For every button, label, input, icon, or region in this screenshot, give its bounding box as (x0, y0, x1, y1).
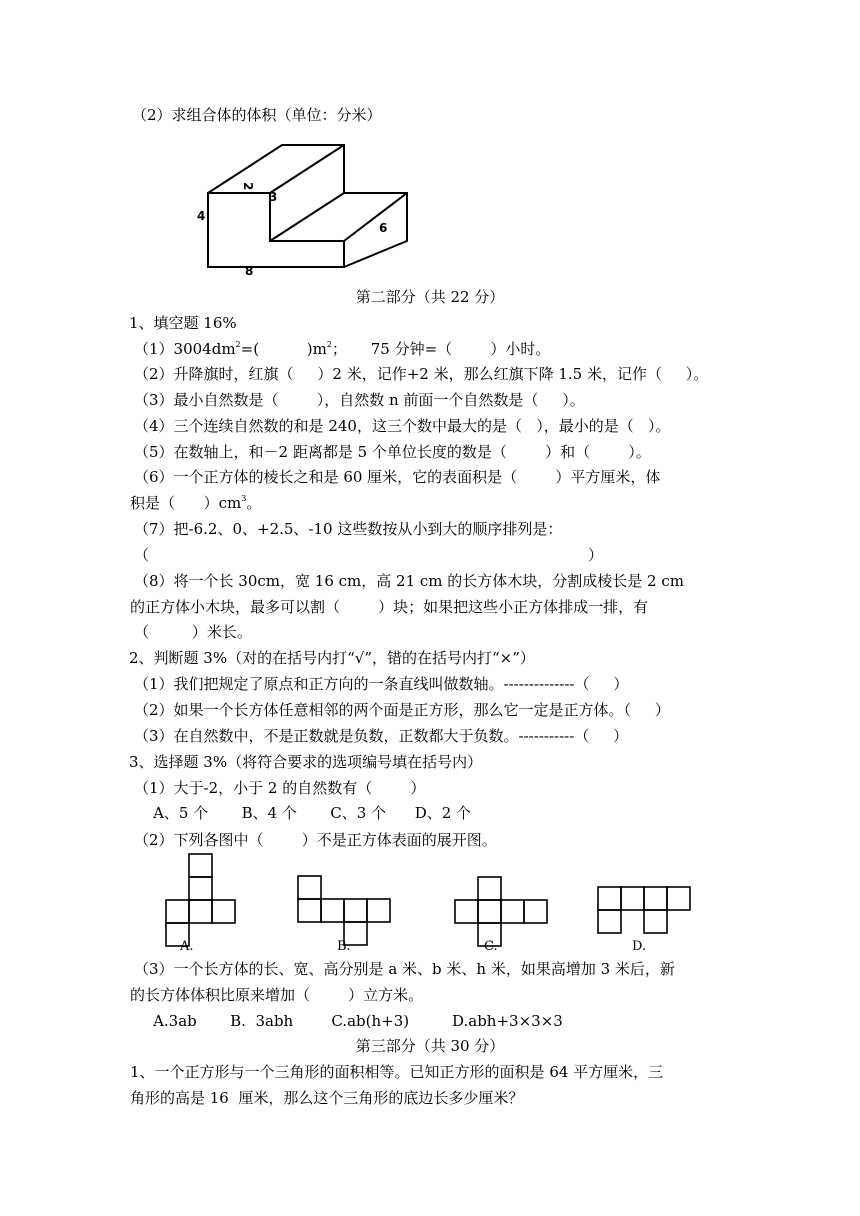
choice-q3-line2: 的长方体体积比原来增加（ ）立方米。 (130, 986, 424, 1004)
composite-solid-figure (190, 138, 420, 278)
fill-q7-close-paren: ） (588, 546, 604, 564)
net-d (598, 887, 690, 933)
fill-q8-line3: （ ）米长。 (134, 623, 252, 641)
net-label-a: A. (180, 939, 194, 954)
choice-title: 3、选择题 3%（将符合要求的选项编号填在括号内） (129, 753, 483, 771)
judge-title: 2、判断题 3%（对的在括号内打“√”，错的在括号内打“×”） (129, 649, 535, 667)
fill-q6-line1: （6）一个正方体的棱长之和是 60 厘米，它的表面积是（ ）平方厘米，体 (134, 468, 661, 486)
fill-q1: $(1)3004dm^2=$( )$m^2$； 75 分钟=（ ）小时。 (134, 340, 551, 358)
dim-label-8: 8 (245, 264, 254, 278)
dim-label-6: 6 (379, 221, 388, 235)
net-label-d: D. (632, 939, 647, 954)
choice-q2: （2）下列各图中（ ）不是正方体表面的展开图。 (134, 831, 497, 849)
fill-q8-line2: 的正方体小木块，最多可以割（ ）块；如果把这些小正方体排成一排，有 (130, 598, 649, 616)
fill-q7-open-paren: （ (134, 546, 150, 564)
net-b (298, 876, 390, 945)
choice-q3-options: A.3ab B. 3abh C.ab(h+3) D.abh+3×3×3 (134, 1012, 563, 1030)
fill-q5: （5）在数轴上，和－2 距离都是 5 个单位长度的数是（ ）和（ ）。 (134, 443, 651, 461)
front-face (208, 193, 344, 267)
fill-q6-line2: 积是（ ）$cm^3$。 (130, 494, 262, 512)
judge-q1: （1）我们把规定了原点和正方向的一条直线叫做数轴。--------------（ ） (134, 675, 629, 693)
top-upper-edges (208, 145, 344, 193)
judge-q3: （3）在自然数中，不是正数就是负数，正数都大于负数。-----------（ ） (134, 727, 629, 745)
judge-q2: （2）如果一个长方体任意相邻的两个面是正方形，那么它一定是正方体。（ ） (134, 701, 670, 719)
net-label-c: C. (484, 939, 498, 954)
net-c (455, 877, 547, 946)
cube-nets-figure (160, 850, 700, 960)
fill-q8-line1: （8）将一个长 30cm，宽 16 cm，高 21 cm 的长方体木块，分割成棱长是 2 cm (134, 572, 684, 590)
choice-q3-line1: （3）一个长方体的长、宽、高分别是 a 米、b 米、h 米，如果高增加 3 米后，新 (134, 960, 675, 978)
fill-q3: （3）最小自然数是（ ），自然数 n 前面一个自然数是（ ）。 (134, 391, 585, 409)
choice-q1: （1）大于-2，小于 2 的自然数有（ ） (134, 779, 426, 797)
net-label-b: B. (337, 939, 351, 954)
fill-title: 1、填空题 16% (129, 314, 237, 332)
dim-label-2: 2 (241, 182, 255, 191)
part3-heading: 第三部分（共 30 分） (355, 1037, 505, 1055)
choice-q1-options: A、5 个 B、4 个 C、3 个 D、2 个 (134, 804, 472, 822)
dim-label-3: 3 (269, 190, 278, 204)
net-a (166, 854, 235, 946)
part3-q1-line2: 角形的高是 16 厘米，那么这个三角形的底边长多少厘米？ (130, 1089, 524, 1107)
dim-label-4: 4 (197, 209, 206, 223)
question-volume: （2）求组合体的体积（单位：分米） (132, 106, 382, 124)
fill-q4: （4）三个连续自然数的和是 240，这三个数中最大的是（ ），最小的是（ ）。 (134, 417, 671, 435)
part3-q1-line1: 1、一个正方形与一个三角形的面积相等。已知正方形的面积是 64 平方厘米，三 (130, 1063, 664, 1081)
part2-heading: 第二部分（共 22 分） (355, 288, 505, 306)
fill-q2: （2）升降旗时，红旗（ ）2 米，记作+2 米，那么红旗下降 1.5 米，记作（ ）。 (134, 365, 709, 383)
fill-q7-line1: （7）把-6.2、0、+2.5、-10 这些数按从小到大的顺序排列是： (134, 520, 563, 538)
